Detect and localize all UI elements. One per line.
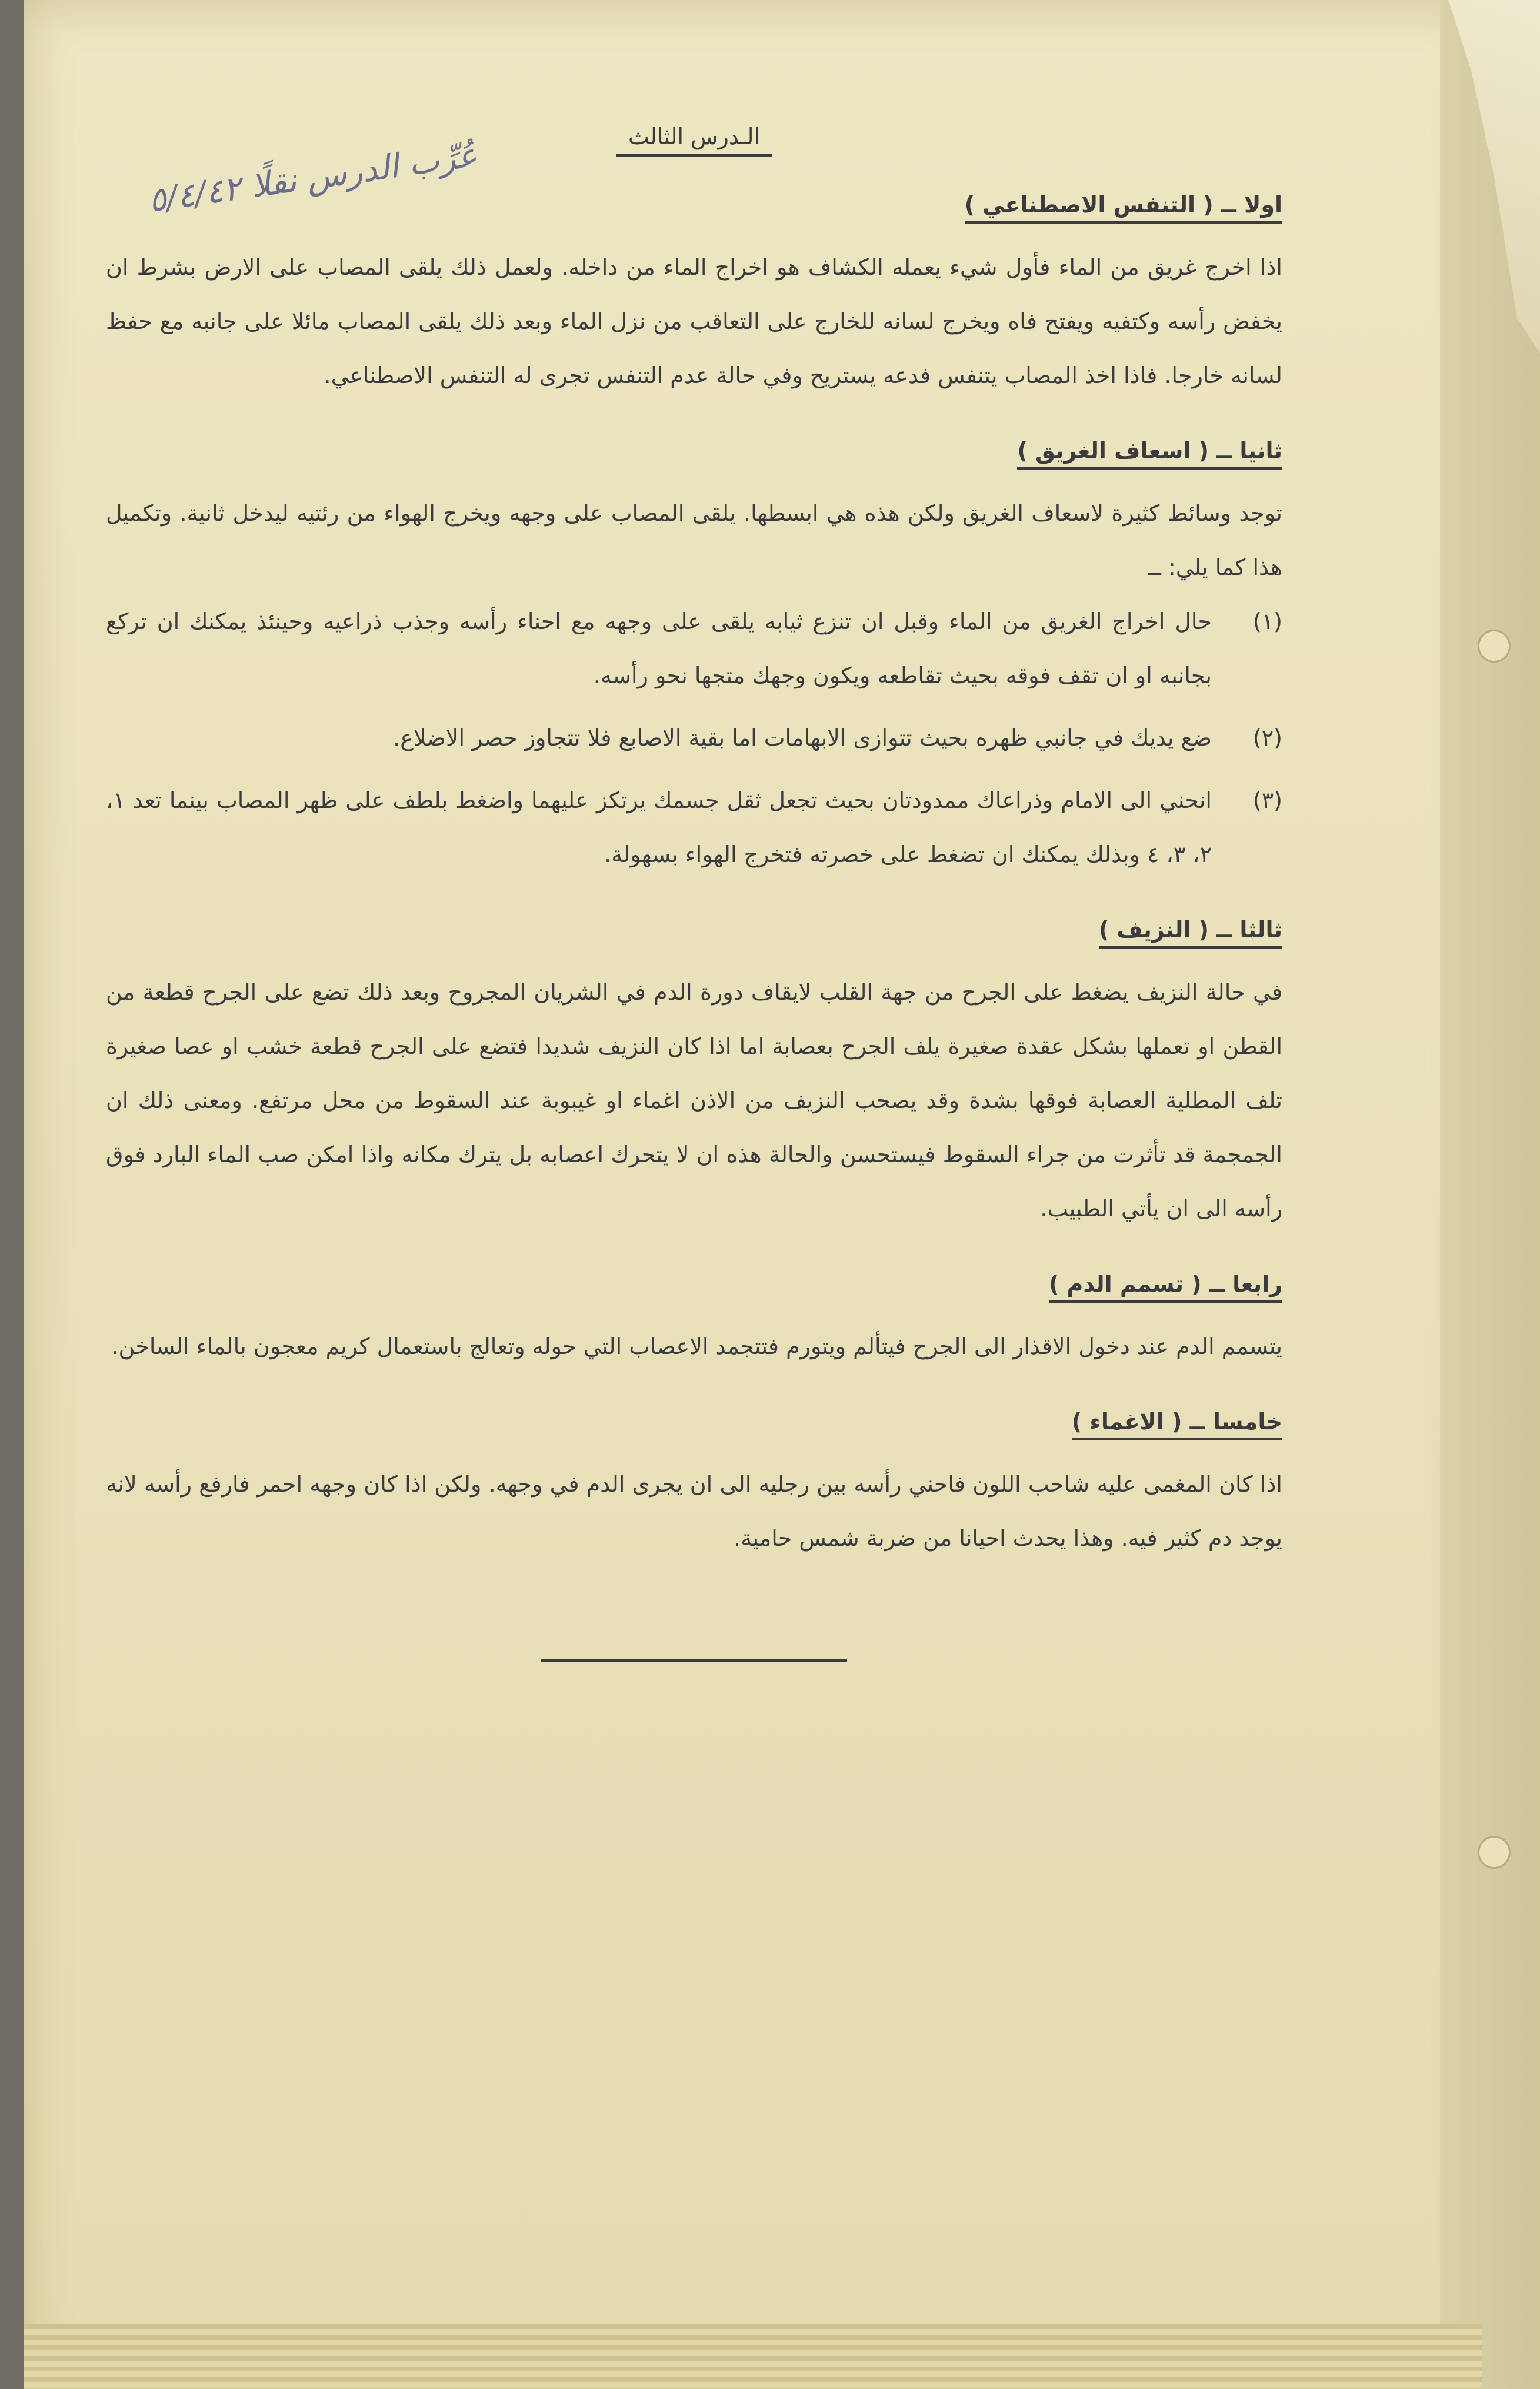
item-text: حال اخراج الغريق من الماء وقبل ان تنزع ثيابه يلقى على وجهه مع احناء رأسه وجذب ذراعيه وحينئذ يمكنك ان تركع بجانبه او ان تقف فوقه بحيث تقاطعه ويكون وجهك متجها نحو رأسه.: [106, 608, 1212, 688]
stacked-pages-edge: [1440, 0, 1540, 2389]
item-number: (٣): [1252, 787, 1282, 813]
punch-hole-top: [1478, 630, 1511, 663]
item-number: (٢): [1252, 725, 1282, 751]
lesson-title: الـدرس الثالث: [106, 124, 1282, 157]
item-text: ضع يديك في جانبي ظهره بحيث تتوازى الابهامات اما بقية الاصابع فلا تتجاوز حصر الاضلاع.: [393, 725, 1212, 751]
section-paragraph: اذا كان المغمى عليه شاحب اللون فاحني رأسه بين رجليه الى ان يجرى الدم في وجهه. ولكن اذا كان وجهه احمر فارفع رأسه لانه يوجد دم كثير فيه. وهذا يحدث احيانا من ضربة شمس حامية.: [106, 1471, 1282, 1551]
section-paragraph: يتسمم الدم عند دخول الاقذار الى الجرح فيتألم ويتورم فتتجمد الاعصاب التي حوله وتعالج باستعمال كريم معجون بالماء الساخن.: [111, 1333, 1282, 1359]
section-4: [106, 1271, 1282, 1373]
section-heading: رابعا ــ ( تسمم الدم ): [106, 1271, 1282, 1297]
section-heading: ثالثا ــ ( النزيف ): [106, 917, 1282, 943]
stacked-pages-bottom: [24, 2324, 1482, 2389]
section-3: [106, 917, 1282, 1236]
section-2: [106, 438, 1282, 881]
item-text: انحني الى الامام وذراعاك ممدودتان بحيث تجعل ثقل جسمك يرتكز عليهما واضغط بلطف على ظهر المصاب بينما تعد ١، ٢، ٣، ٤ وبذلك يمكنك ان تضغط على خصرته فتخرج الهواء بسهولة.: [106, 787, 1212, 867]
section-heading: خامسا ــ ( الاغماء ): [106, 1409, 1282, 1435]
section-paragraph: توجد وسائط كثيرة لاسعاف الغريق ولكن هذه هي ابسطها. يلقى المصاب على وجهه ويخرج الهواء من رئتيه ليدخل ثانية. وتكميل هذا كما يلي: ــ: [106, 500, 1282, 580]
section-5: [106, 1409, 1282, 1565]
item-number: (١): [1252, 608, 1282, 634]
list-item: [106, 594, 1282, 703]
list-item: [106, 711, 1282, 765]
end-divider: [541, 1659, 847, 1662]
document-body: [106, 100, 1282, 1662]
section-paragraph: اذا اخرج غريق من الماء فأول شيء يعمله الكشاف هو اخراج الماء من داخله. ولعمل ذلك يلقى المصاب على الارض بشرط ان يخفض رأسه وكتفيه ويفتح فاه ويخرج لسانه للخارج على التعاقب من نزل الماء وبعد ذلك يلقى المصاب مائلا على جانبه مع حفظ لسانه خارجا. فاذا اخذ المصاب يتنفس فدعه يستريح وفي حالة عدم التنفس تجرى له التنفس الاصطناعي.: [106, 254, 1282, 388]
section-1: [106, 192, 1282, 402]
punch-hole-bottom: [1478, 1836, 1511, 1869]
section-heading: ثانيا ــ ( اسعاف الغريق ): [106, 438, 1282, 464]
section-paragraph: في حالة النزيف يضغط على الجرح من جهة القلب لايقاف دورة الدم في الشريان المجروح وبعد ذلك تضع على الجرح قطعة من القطن او تعملها بشكل عقدة صغيرة يلف الجرح بعصابة اما اذا كان النزيف شديدا فتضع على الجرح قطعة خشب او عصا صغيرة تلف المطلية العصابة فوقها بشدة وقد يصحب النزيف من الاذن اغماء او غيبوبة عند السقوط من محل مرتفع. ومعنى ذلك ان الجمجمة قد تأثرت من جراء السقوط فيستحسن والحالة هذه ان لا يتحرك اعصابه بل يترك مكانه واذا امكن صب الماء البارد فوق رأسه الى ان يأتي الطبيب.: [106, 979, 1282, 1222]
handwritten-note: عُرِّب الدرس نقلًا ٥/٤/٤٢: [146, 136, 480, 220]
list-item: [106, 773, 1282, 881]
section-heading: اولا ــ ( التنفس الاصطناعي ): [106, 192, 1282, 218]
